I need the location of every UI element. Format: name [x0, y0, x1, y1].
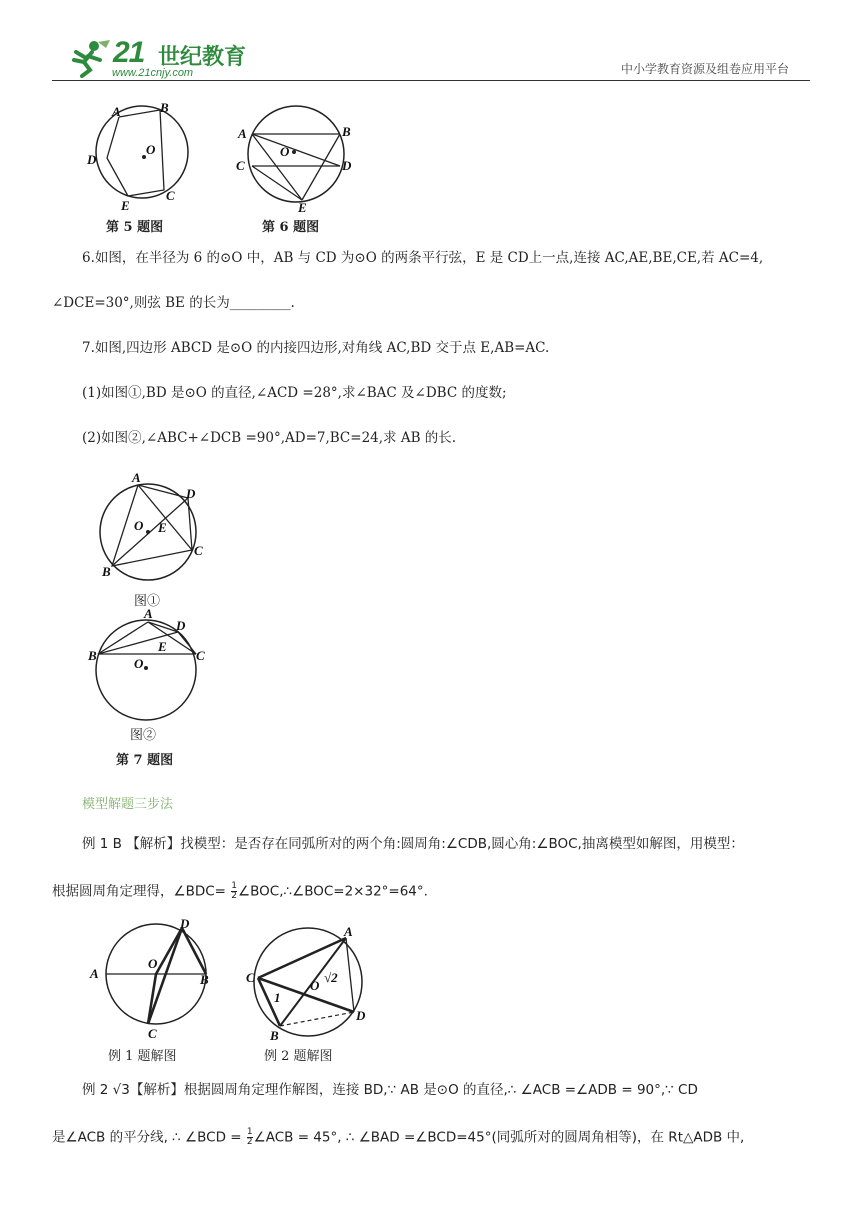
svg-text:A: A — [132, 470, 141, 485]
figure-example-2 — [240, 920, 380, 1044]
question-6-line1: 6.如图，在半径为 6 的⊙O 中，AB 与 CD 为⊙O 的两条平行弦，E 是 CD上一点,连接 AC,AE,BE,CE,若 AC=4, — [82, 250, 764, 266]
svg-text:A: A — [238, 126, 247, 141]
example-1-line1: 例 1 B 【解析】找模型：是否存在同弧所对的两个角:圆周角:∠CDB,圆心角:∠BOC,抽离模型如解图，用模型： — [82, 836, 744, 852]
svg-text:E: E — [121, 198, 130, 210]
svg-text:O: O — [280, 144, 290, 159]
svg-text:B: B — [102, 564, 111, 579]
figure-q7-1 — [90, 470, 220, 586]
svg-text:√2: √2 — [324, 970, 338, 985]
header-platform-text: 中小学教育资源及组卷应用平台 — [621, 62, 790, 76]
logo-url: www.21cnjy.com — [112, 67, 194, 79]
figure-example-2-caption: 例 2 题解图 — [264, 1049, 333, 1064]
svg-text:B: B — [88, 648, 97, 663]
section-title: 模型解题三步法 — [82, 797, 174, 812]
figure-q7-2 — [86, 606, 216, 722]
question-6-line2: ∠DCE=30°,则弦 BE 的长为_________. — [52, 295, 295, 311]
figure-example-1 — [86, 914, 226, 1044]
svg-text:O: O — [148, 956, 158, 971]
svg-text:1: 1 — [274, 990, 281, 1005]
figure-q5-caption: 第 5 题图 — [106, 220, 164, 235]
svg-text:E: E — [158, 520, 167, 535]
svg-text:E: E — [298, 200, 307, 212]
svg-text:O: O — [310, 978, 320, 993]
fraction-one-half: $\frac{1}{2}$ — [231, 881, 238, 901]
svg-text:D: D — [356, 1008, 366, 1023]
figure-q5 — [84, 100, 194, 210]
svg-text:B: B — [160, 100, 169, 115]
question-7-part2: (2)如图②,∠ABC+∠DCB =90°,AD=7,BC=24,求 AB 的长. — [82, 430, 457, 446]
svg-text:B: B — [200, 972, 209, 987]
figure-q7-1-caption: 图① — [134, 594, 161, 609]
fraction-one-half-2: $\frac{1}{2}$ — [246, 1127, 253, 1147]
figure-q7-2-caption: 图② — [130, 728, 157, 743]
header-divider — [52, 80, 810, 81]
svg-text:C: C — [166, 188, 175, 203]
question-7-part1: (1)如图①,BD 是⊙O 的直径,∠ACD =28°,求∠BAC 及∠DBC 的度数; — [82, 385, 507, 401]
svg-text:A: A — [344, 924, 353, 939]
svg-text:B: B — [342, 124, 351, 139]
svg-text:C: C — [194, 543, 203, 558]
example-1-line2: 根据圆周角定理得，∠BDC= $\frac{1}{2}$ ∠BOC,∴∠BOC=2×32°=64°. — [52, 881, 428, 901]
example-2-line1: 例 2 √3【解析】根据圆周角定理作解图，连接 BD,∵ AB 是⊙O 的直径,∴ ∠ACB =∠ADB = 90°,∵ CD — [82, 1082, 698, 1098]
svg-text:O: O — [146, 142, 156, 157]
svg-text:A: A — [90, 966, 99, 981]
figure-q7-caption: 第 7 题图 — [116, 753, 174, 768]
svg-text:C: C — [148, 1026, 157, 1041]
svg-text:C: C — [236, 158, 245, 173]
svg-text:A: A — [112, 104, 121, 119]
svg-text:C: C — [196, 648, 205, 663]
logo-number: 21 — [113, 36, 145, 69]
figure-q6-caption: 第 6 题图 — [262, 220, 320, 235]
svg-text:D: D — [87, 152, 97, 167]
example-2-line2: 是∠ACB 的平分线, ∴ ∠BCD = $\frac{1}{2}$ ∠ACB = 45°, ∴ ∠BAD =∠BCD=45°(同弧所对的圆周角相等)，在 Rt△ADB 中, — [52, 1127, 745, 1147]
svg-text:A: A — [144, 606, 153, 621]
logo-runner-icon — [62, 38, 114, 78]
svg-text:O: O — [134, 656, 144, 671]
svg-text:D: D — [180, 916, 190, 931]
svg-text:B: B — [270, 1028, 279, 1043]
svg-text:C: C — [246, 970, 255, 985]
figure-q6 — [232, 102, 362, 212]
figure-example-1-caption: 例 1 题解图 — [108, 1049, 177, 1064]
svg-text:D: D — [342, 158, 352, 173]
svg-text:D: D — [186, 486, 196, 501]
svg-text:E: E — [158, 639, 167, 654]
logo-text: 世纪教育 — [158, 45, 247, 70]
svg-text:O: O — [134, 518, 144, 533]
svg-text:D: D — [176, 618, 186, 633]
question-7-stem: 7.如图,四边形 ABCD 是⊙O 的内接四边形,对角线 AC,BD 交于点 E,AB=AC. — [82, 340, 550, 356]
